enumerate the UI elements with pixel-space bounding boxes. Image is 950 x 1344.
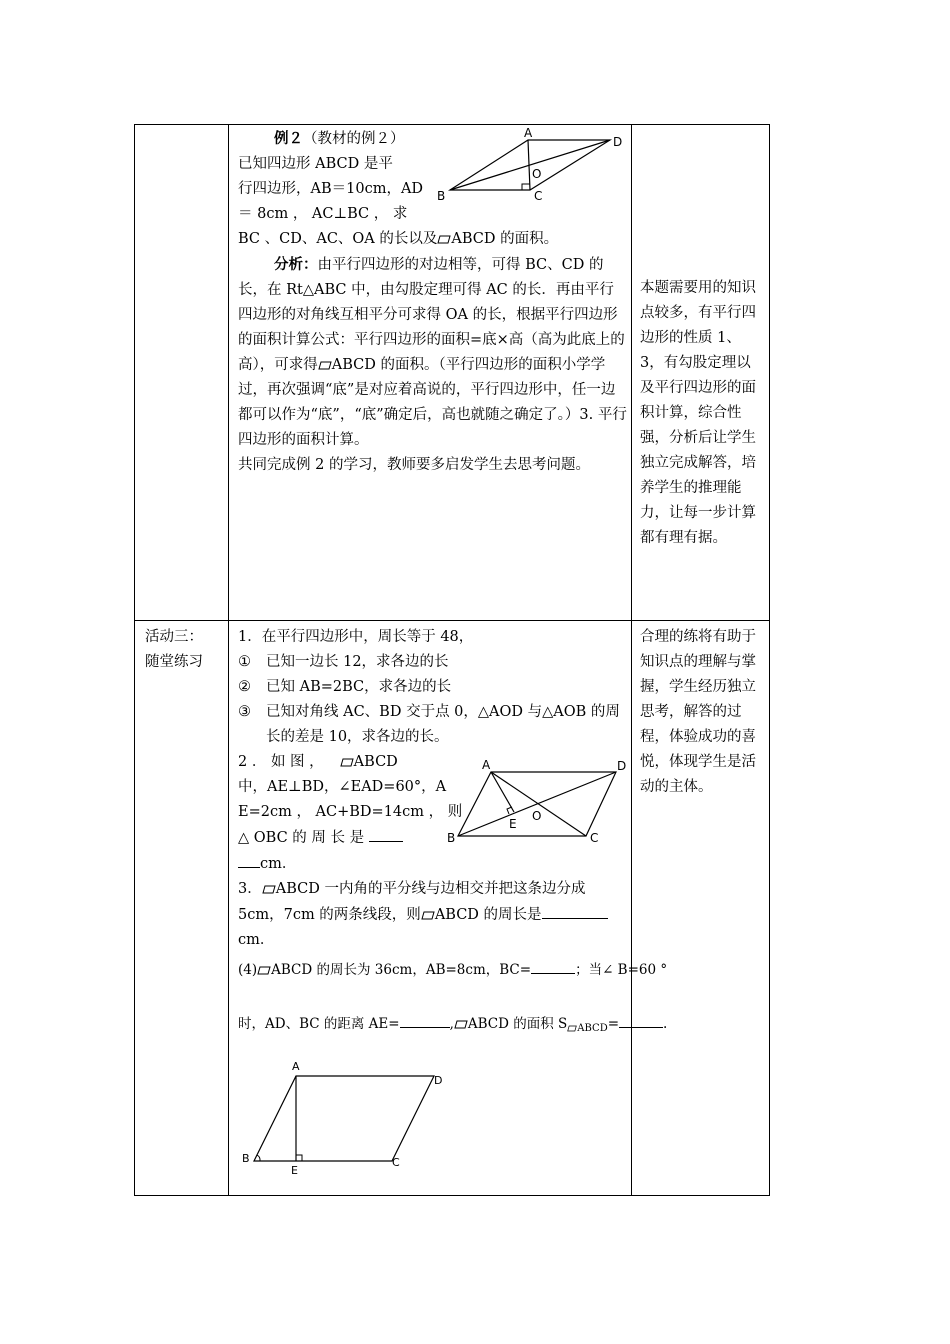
diagonal-bd bbox=[458, 772, 616, 836]
label-e: E bbox=[509, 817, 517, 831]
parallelogram-abcd bbox=[254, 1076, 434, 1161]
label-d: D bbox=[617, 759, 627, 773]
problem-line-3: ＝ 8cm ， AC⊥BC ， 求 bbox=[238, 206, 408, 222]
label-b: B bbox=[437, 189, 446, 203]
q1-item-2: ② 已知 AB=2BC，求各边的长 bbox=[238, 679, 452, 695]
parallelogram-symbol-icon bbox=[340, 758, 354, 767]
diagonal-ac bbox=[491, 772, 586, 836]
problem-line-4: BC 、CD、AC、OA 的长以及 bbox=[238, 231, 438, 247]
activity-label bbox=[145, 625, 231, 675]
label-b: B bbox=[242, 1152, 250, 1165]
q3-blank[interactable] bbox=[542, 902, 608, 919]
parallelogram-symbol-icon bbox=[318, 361, 332, 370]
problem-line-4-end: ABCD 的面积。 bbox=[451, 231, 559, 247]
example-2-figure bbox=[430, 124, 630, 210]
label-a: A bbox=[292, 1060, 300, 1073]
table-border-right bbox=[769, 124, 770, 1196]
table-border-bottom bbox=[134, 1195, 770, 1196]
analysis-text: 由平行四边形的对边相等，可得 BC、CD 的长，在 Rt△ABC 中，由勾股定理可得 AC 的长．再由平行四边形的对角线互相平分可求得 OA 的长，根据平行四边形的面积计算公式：平行四边形的面积=底×高（高为此底上的高），可求得 bbox=[238, 257, 625, 373]
parallelogram-symbol-icon bbox=[262, 885, 276, 894]
parallelogram-symbol-icon bbox=[454, 1020, 468, 1029]
q4: (4) ABCD 的周长为 36cm，AB=8cm，BC= ；当∠ B=60 ° 时，AD、BC 的距离 AE= , ABCD 的面积 S $_{ABCD}$= . bbox=[238, 957, 628, 1041]
label-a: A bbox=[482, 758, 491, 772]
example-source: （教材的例２） bbox=[303, 131, 405, 147]
closing-text: 共同完成例 2 的学习，教师要多启发学生去思考问题。 bbox=[238, 457, 590, 473]
example-title: 例２ bbox=[274, 130, 303, 147]
parallelogram-symbol-icon bbox=[567, 1025, 577, 1032]
right-angle-mark bbox=[296, 1155, 302, 1161]
table-border-left bbox=[134, 124, 135, 1196]
q2-blank[interactable] bbox=[369, 825, 403, 842]
parallelogram-symbol-icon bbox=[257, 966, 271, 975]
q4-figure bbox=[238, 1056, 448, 1180]
analysis-text-2: ABCD 的面积。（平行四边形的面积小学学过，再次强调“底”是对应着高说的，平行四边形中，任一边都可以作为“底”，“底”确定后，高也就随之确定了。）3. 平行四边形的面积计算。 bbox=[238, 357, 627, 448]
label-e: E bbox=[291, 1164, 298, 1177]
row1-note: 本题需要用的知识点较多，有平行四边形的性质 1、3，有勾股定理以及平行四边形的面积计算，综合性强，分析后让学生独立完成解答，培养学生的推理能力，让每一步计算都有理有据。 bbox=[640, 280, 756, 546]
activity-title: 活动三： bbox=[145, 629, 203, 645]
label-o: O bbox=[532, 167, 542, 181]
q4-area-blank[interactable] bbox=[619, 1011, 663, 1028]
analysis-label: 分析： bbox=[274, 256, 318, 273]
q4-bc-blank[interactable] bbox=[531, 957, 575, 974]
q1-item-1: ① 已知一边长 12，求各边的长 bbox=[238, 654, 449, 670]
problem-line-2: 行四边形，AB＝10cm，AD bbox=[238, 181, 424, 197]
label-d: D bbox=[434, 1074, 443, 1087]
activity-subtitle: 随堂练习 bbox=[145, 654, 203, 670]
label-o: O bbox=[532, 809, 542, 823]
q2-figure bbox=[446, 756, 628, 846]
segment-ae bbox=[491, 772, 514, 812]
q4-ae-blank[interactable] bbox=[400, 1011, 450, 1028]
label-b: B bbox=[447, 831, 456, 845]
problem-line-1: 已知四边形 ABCD 是平 bbox=[238, 156, 393, 172]
parallelogram-symbol-icon bbox=[421, 911, 435, 920]
column-divider-2 bbox=[631, 124, 632, 1196]
label-c: C bbox=[534, 189, 543, 203]
label-d: D bbox=[613, 135, 623, 149]
label-c: C bbox=[392, 1156, 400, 1169]
angle-b-mark bbox=[257, 1155, 260, 1161]
label-c: C bbox=[590, 831, 599, 845]
label-a: A bbox=[524, 126, 533, 140]
q3: 3． ABCD 一内角的平分线与边相交并把这条边分成 5cm，7cm 的两条线段，则 ABCD 的周长是 cm． bbox=[238, 877, 628, 953]
row2-note: 合理的练将有助于知识点的理解与掌握，学生经历独立思考，解答的过程，体验成功的喜悦，体现学生是活动的主体。 bbox=[640, 629, 756, 795]
row-divider bbox=[134, 620, 770, 621]
parallelogram-symbol-icon bbox=[437, 235, 451, 244]
right-angle-mark bbox=[522, 184, 530, 190]
q1-stem: 1．在平行四边形中，周长等于 48， bbox=[238, 629, 474, 645]
q2: 2 ． 如 图 ， ABCD 中，AE⊥BD，∠EAD=60°，A E=2cm ， AC+BD=14cm ， 则 △ OBC 的 周 长 是 cm． bbox=[238, 754, 463, 872]
q1-item-3: ③ 已知对角线 AC、BD 交于点 0，△AOD 与△AOB 的周长的差是 10，求各边的长。 bbox=[238, 704, 620, 745]
